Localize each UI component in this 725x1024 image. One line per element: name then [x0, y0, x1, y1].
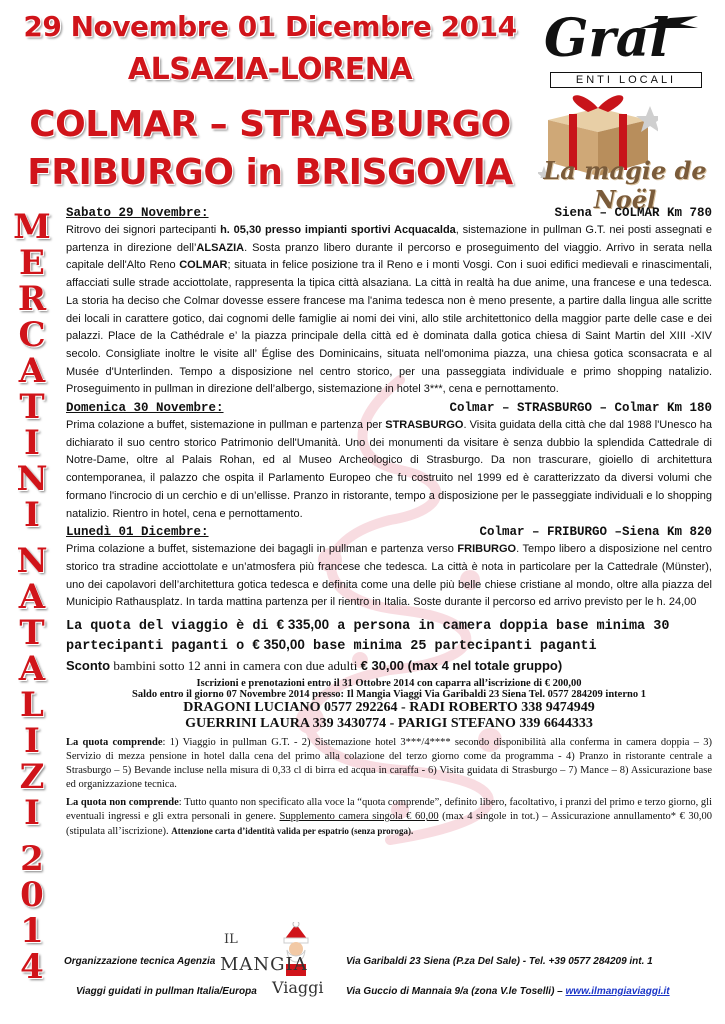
vertical-letter: I [24, 721, 40, 761]
day-label: Lunedì 01 Dicembre: [66, 525, 209, 540]
quota-comprende: La quota comprende: 1) Viaggio in pullman G.T. - 2) Sistemazione hotel 3***/4**** secondo disponibilità alla conferma in camera doppia – 3) Servizio di mezza pensione in hotel dalla cena del primo alla colazione del terzo giorno come da programma - 4) Pranzo in ristorante centrale a Strasburgo – 5) Bevande incluse nella misura di 0,33 cl di birra ed acqua in caraffa - 6) Visita guidata di Strasburgo – 7) Mance – 8) Assicurazione base ed organizzazione tecnica. [66, 737, 712, 791]
day-route: Colmar – FRIBURGO –Siena Km 820 [479, 525, 712, 540]
itinerary-content [66, 206, 712, 839]
vertical-letter: R [17, 279, 47, 319]
vertical-letter: A [18, 649, 46, 689]
vertical-letter: I [24, 423, 40, 463]
vertical-title-mercatini-natalizi [6, 207, 58, 1000]
vertical-year-digit: 4 [20, 947, 44, 987]
vertical-letter: A [18, 577, 46, 617]
org-label: Organizzazione tecnica Agenzia [64, 956, 216, 967]
quota-non-comprende: La quota non comprende: Tutto quanto non specificato alla voce la “quota comprende”, definito libero, facoltativo, i pranzi del primo e terzo giorno, gli eventuali ingressi e gli extra personali in genere. Supplemento camera singola € 60,00 (max 4 singole in tot.) – Assicurazione annullamento* € 30,00 (stipulata all’iscrizione). Attenzione carta d’identità valida per espatrio (senza proroga). [66, 797, 713, 838]
day-header [66, 206, 712, 220]
vertical-letter: A [18, 351, 46, 391]
day-description: Ritrovo dei signori partecipanti h. 05,30 presso impianti sportivi Acquacalda, sistemazione in pullman G.T. nei posti assegnati e partenza in direzione dell’ALSAZIA. Sosta pranzo libero durante il percorso e proseguimento del viaggio. Arrivo in serata nella capitale dell'Alto Reno COLMAR; situata in felice posizione tra il Reno e i monti Vosgi. Con i suoi edifici medievali e rinascimentali, affacciati sulle strade acciottolate, rappresenta la tipica città alsaziana. La città in realtà ha due anime, una francese e una tedesca. La storia ha deciso che Colmar dovesse essere francese ma l'anima tedesca non è meno presente, a partire dalla lingua alle scritte dei locali in carattere gotico, dai cognomi delle famiglie ai nomi dei vini, allo stile architettonico della maggior parte delle case e dei palazzi. Place de la Cathédrale e’ la piazza principale della città ed è dominata dalla gotica chiesa di Saint Martin del XIII -XIV secolo. Consigliate inoltre le visite all’ Église des Dominicains, situata nell'omonima piazza, una chiesa gotica sconsacrata e al Musée d'Unterlinden. Tempo a disposizione nel centro storico, per una passeggiata individuale e primo shopping natalizio. Proseguimento in pullman in direzione dell’albergo, sistemazione in hotel 3***, cena e pernottamento. [66, 224, 712, 396]
day-route: Siena – COLMAR Km 780 [554, 206, 712, 220]
logo-mangia-text: MANGIA [220, 954, 308, 975]
vertical-letter: N [16, 541, 48, 581]
contacts-line1: DRAGONI LUCIANO 0577 292264 - RADI ROBERTO 338 9474949 [183, 700, 595, 716]
guide-label: Viaggi guidati in pullman Italia/Europa [76, 986, 257, 997]
vertical-letter: I [24, 495, 40, 535]
child-discount: Sconto bambini sotto 12 anni in camera con due adulti € 30,00 (max 4 nel totale gruppo) [66, 658, 563, 674]
day-label: Domenica 30 Novembre: [66, 401, 224, 416]
flag-icon [640, 14, 700, 34]
magie-de-noel-tagline: La magie de Noël [543, 156, 707, 214]
cities-title-line2: FRIBURGO in BRISGOVIA [27, 152, 513, 193]
il-mangia-viaggi-logo [220, 920, 344, 1012]
region-title: ALSAZIA-LORENA [127, 52, 413, 87]
vertical-letter: Z [19, 757, 45, 797]
gral-brand-text: Gral [544, 8, 670, 69]
booking-deadline: Iscrizioni e prenotazioni entro il 31 Ottobre 2014 con caparra all’iscrizione di € 200,00 [196, 678, 582, 690]
vertical-letter: L [20, 685, 44, 725]
footer [60, 918, 720, 1018]
agency-address2: Via Guccio di Mannaia 9/a (zona V.le Toselli) – www.ilmangiaviaggi.it [346, 986, 670, 997]
vertical-letter: C [18, 315, 46, 355]
balance-deadline: Saldo entro il giorno 07 Novembre 2014 presso: Il Mangia Viaggi Via Garibaldi 23 Siena Tel. 0577 284209 interno 1 [132, 689, 646, 701]
day-route: Colmar – STRASBURGO – Colmar Km 180 [449, 401, 712, 416]
vertical-letter: I [24, 793, 40, 833]
day-description: Prima colazione a buffet, sistemazione dei bagagli in pullman e partenza verso FRIBURGO. Tempo libero a disposizione nel centro storico tra stradine acciottolate e un’atmosfera più francese che tedesca. La città è nota in particolare per la Cattedrale (Münster), uno dei capolavori dell’architettura gotica tedesca e definita come una delle più belle chiese cristiane al mondo, oltre alla piazza del Municipio Rathausplatz. In tarda mattina partenza per il rientro in Italia. Soste durante il percorso ed arrivo previsto per le h. 24,00 [66, 543, 712, 609]
contacts-line2: GUERRINI LAURA 339 3430774 - PARIGI STEFANO 339 6644333 [185, 716, 593, 732]
vertical-year-digit: 2 [20, 839, 44, 879]
agency-address1: Via Garibaldi 23 Siena (P.za Del Sale) - Tel. +39 0577 284209 int. 1 [346, 956, 653, 967]
vertical-letter: E [19, 243, 45, 283]
day-label: Sabato 29 Novembre: [66, 206, 209, 220]
logo-viaggi-text: Viaggi [272, 978, 324, 997]
vertical-year-digit: 0 [20, 875, 44, 915]
trip-dates-title: 29 Novembre 01 Dicembre 2014 [23, 10, 517, 43]
vertical-letter: M [13, 207, 51, 247]
website-link[interactable]: www.ilmangiaviaggi.it [565, 986, 670, 997]
day-header [66, 525, 712, 539]
price-info: La quota del viaggio è di € 335,00 a persona in camera doppia base minima 30 partecipanti paganti o € 350,00 base minima 25 partecipanti paganti [66, 617, 670, 655]
day-header [66, 401, 712, 415]
cities-title-line1: COLMAR – STRASBURGO [29, 104, 511, 145]
vertical-letter: T [19, 387, 45, 427]
gral-subtitle: ENTI LOCALI [550, 72, 702, 88]
gral-logo [530, 6, 720, 216]
day-description: Prima colazione a buffet, sistemazione in pullman e partenza per STRASBURGO. Visita guidata della città che dal 1988 l'Unesco ha dichiarato il suo centro storico Patrimonio dell'Umanità. Uno dei monumenti da visitare è senza dubbio la splendida Cattedrale di Notre-Dame, oltre al Palais Rohan, ed al Museo Archeologico di Strasburgo. Da non trascurare, gioiello di architettura contemporanea, il palazzo che ospita il Parlamento Europeo che fu costruito nel 1999 ed è caratterizzato da diversi volumi che formano l'incrocio di un cerchio e di un’ellisse. Pranzo in ristorante, tempo a disposizione per le passeggiate individuali e lo shopping natalizio. Rientro in hotel, cena e pernottamento. [66, 419, 712, 520]
vertical-letter: N [16, 459, 48, 499]
vertical-year-digit: 1 [20, 911, 44, 951]
logo-il-text: IL [224, 932, 238, 947]
vertical-letter: T [19, 613, 45, 653]
